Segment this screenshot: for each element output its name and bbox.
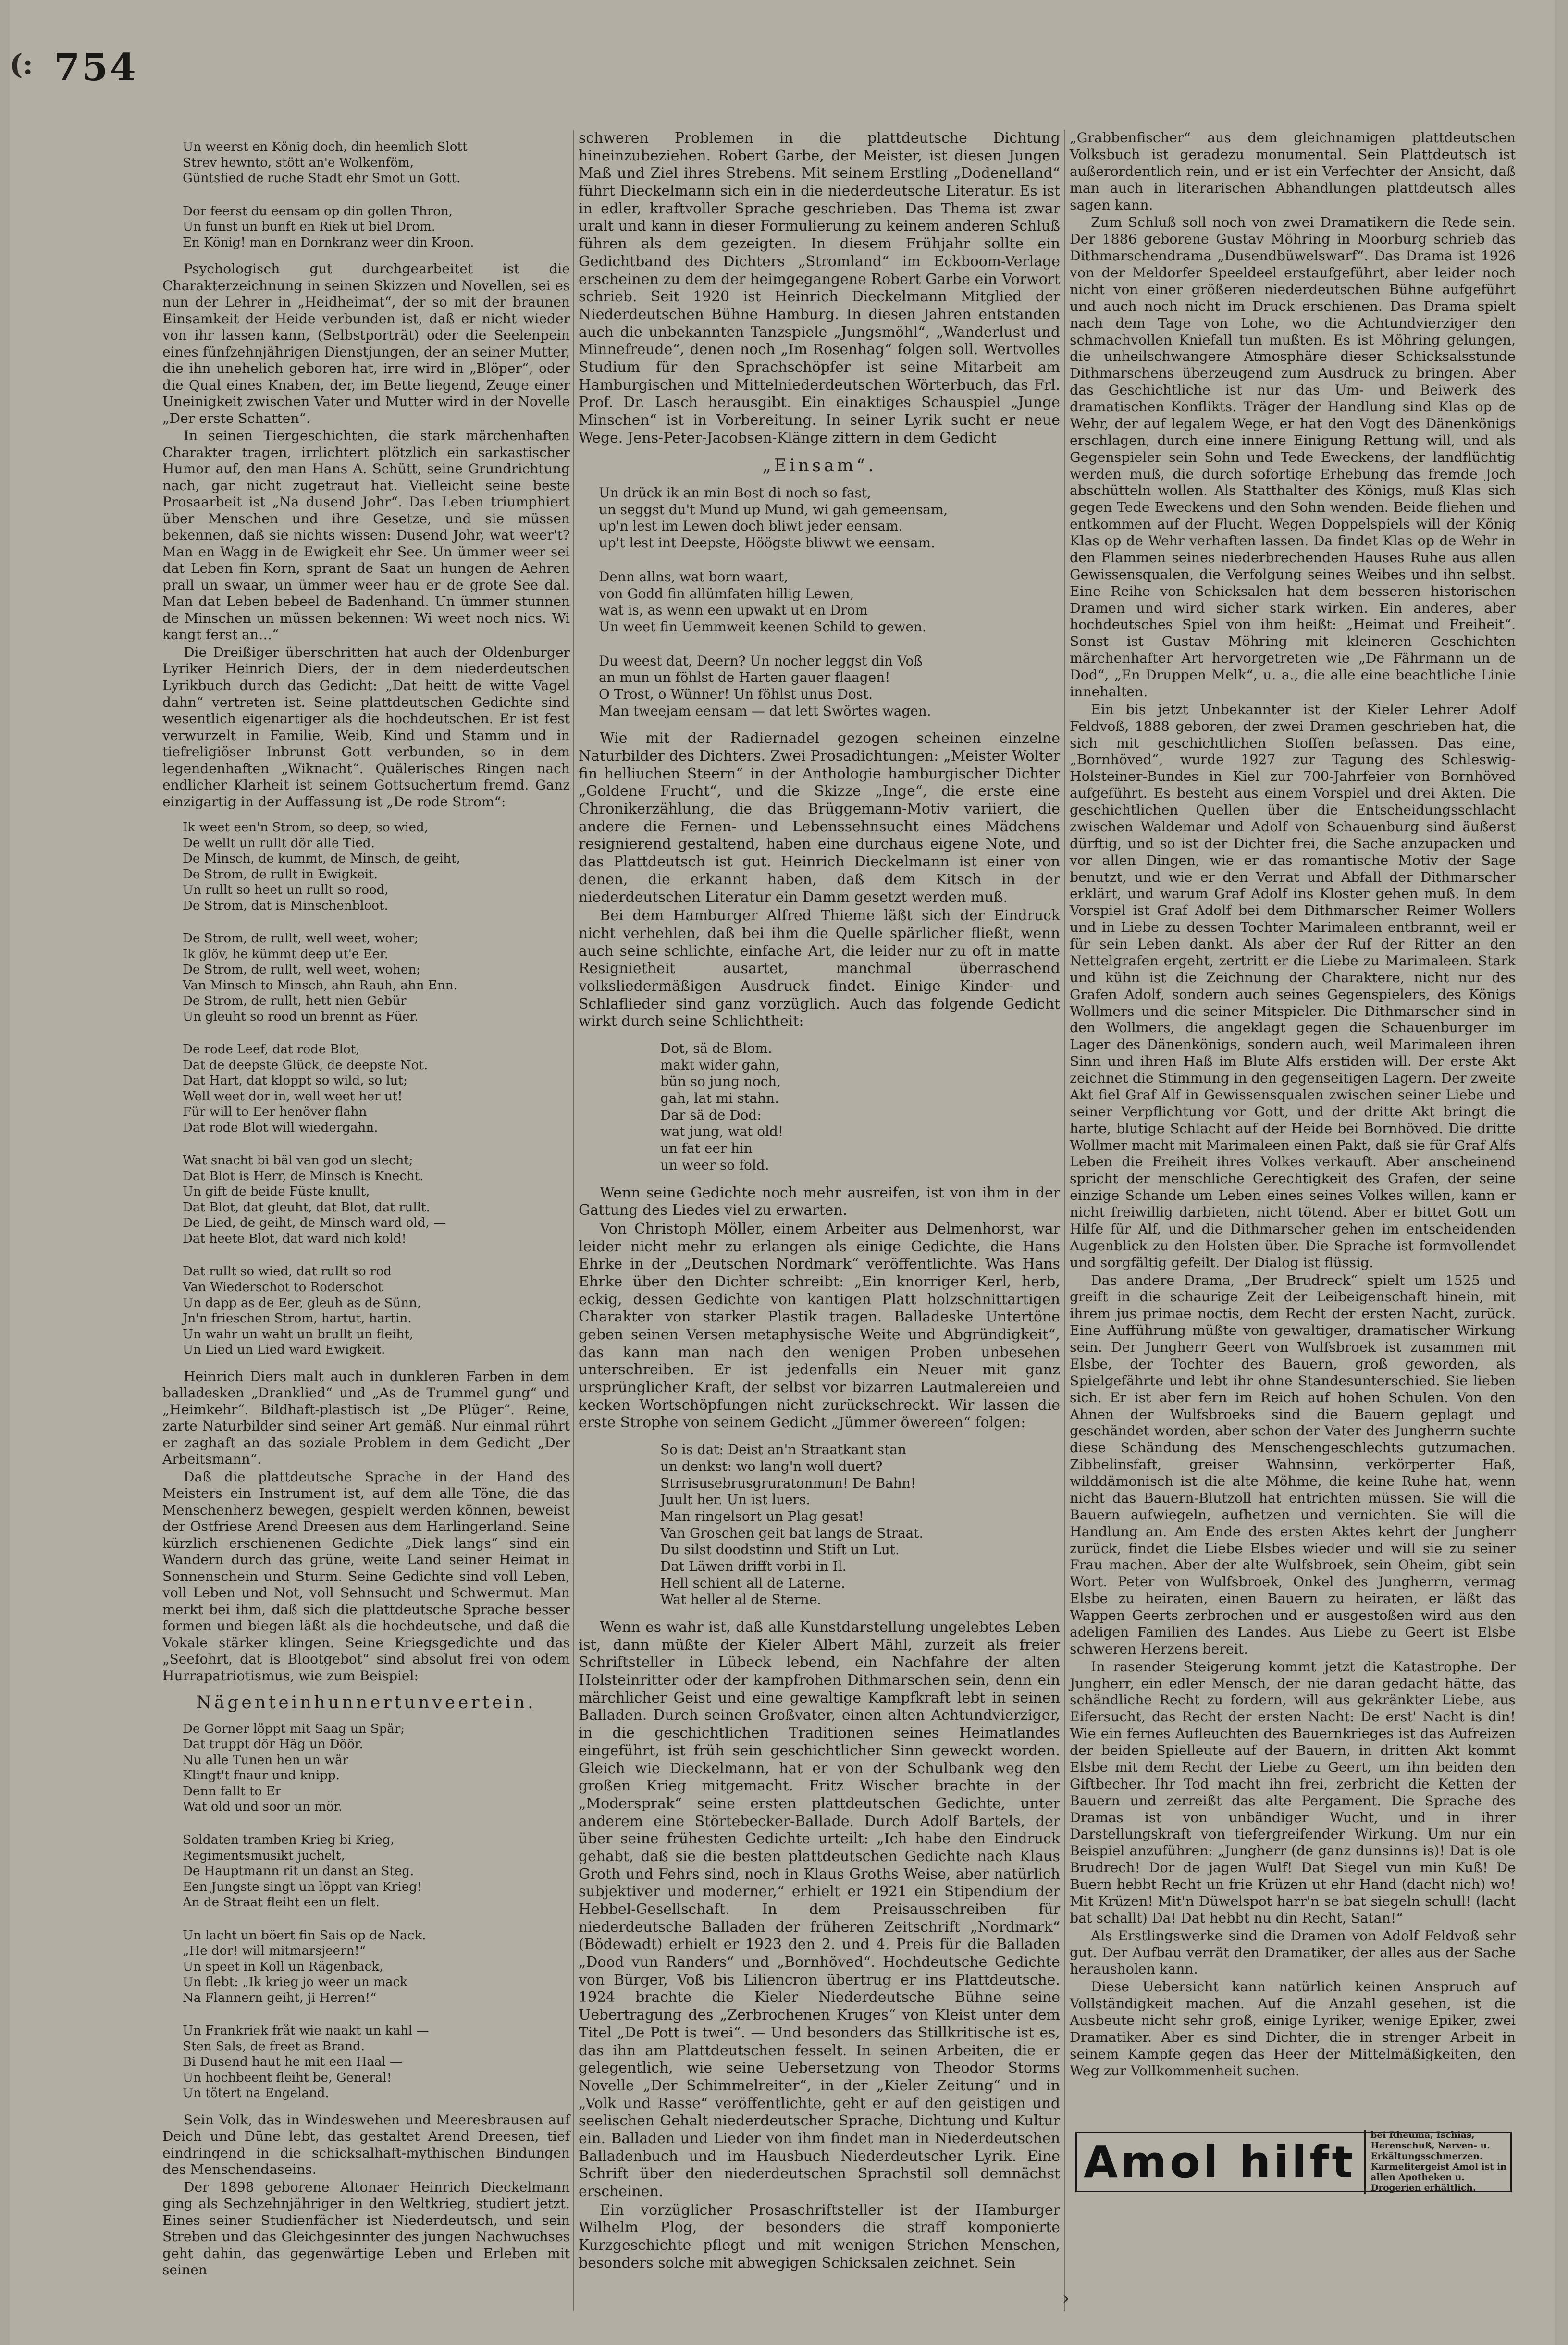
poem (183, 1721, 570, 2101)
paragraph: Heinrich Diers malt auch in dunkleren Farben in dem balladesken „Dranklied“ und „As de Trummel gung“ und „Heimkehr“. Bildhaft-plastisch ist „De Plüger“. Reine, zarte Naturbilder sind seiner Art gemäß. Nur einmal rührt er zaghaft an das soziale Problem in dem Gedicht „Der Arbeitsmann“. (162, 1368, 570, 1468)
paragraph: Diese Uebersicht kann natürlich keinen Anspruch auf Vollständigkeit machen. Auf die Anzahl gesehen, ist die Ausbeute nicht sehr groß, einige Lyriker, wenige Epiker, zwei Dramatiker. Aber es sind Dichter, die in strenger Arbeit in seinem Kampfe gegen das Heer der Mittelmäßigkeiten, den Weg zur Vollkommenheit suchen. (1070, 1979, 1516, 2079)
paragraph: Psychologisch gut durchgearbeitet ist die Charakterzeichnung in seinen Skizzen und Novellen, sei es nun der Lehrer in „Heidheimat“, der so mit der braunen Einsamkeit der Heide verbunden ist, daß er nicht wieder von ihr lassen kann, (Selbstporträt) oder die Seelenpein eines fünfzehnjährigen Dienstjungen, der an seiner Mutter, die ihn unehelich geboren hat, irre wird in „Blöper“, oder die Qual eines Knaben, der, im Bette liegend, Zeuge einer Uneinigkeit zwischen Vater und Mutter wird in der Novelle „Der erste Schatten“. (162, 261, 570, 426)
poem-stanza: Du weest dat, Deern? Un nocher leggst din Voß an mun un föhlst de Harten gauer flaagen! O Trost, o Wünner! Un föhlst unus Dost. Man tweejam eensam — dat lett Swörtes wagen. (599, 653, 931, 719)
poem (183, 139, 570, 250)
newspaper-page (10, 0, 1555, 2345)
poem (599, 485, 1060, 719)
poem-stanza: Un weerst en König doch, din heemlich Slott Strev hewnto, stött an'e Wolkenföm, Güntsfied de ruche Stadt ehr Smot un Gott. (183, 140, 468, 186)
poem-title: „Einsam“. (762, 456, 877, 476)
footer-mark: › (1062, 2287, 1070, 2309)
poem (183, 820, 570, 1358)
poem-stanza: Denn allns, wat born waart, von Godd fin allümfaten hillig Lewen, wat is, as wenn een upwakt ut en Drom Un weet fin Uemmweit keenen Schild to gewen. (599, 568, 926, 635)
paragraph: Wie mit der Radiernadel gezogen scheinen einzelne Naturbilder des Dichters. Zwei Prosadichtungen: „Meister Wolter fin helliuchen Steern“ in der Anthologie hamburgischer Dichter „Goldene Frucht“, und die Skizze „Inge“, die erste eine Chronikerzählung, die das Brüggemann-Motiv variiert, die andere die Fernen- und Lebenssehnsucht eines Mädchens resignierend gestaltend, haben eine durchaus eigene Note, und das Plattdeutsch ist gut. Heinrich Dieckelmann ist einer von denen, die erkannt haben, daß dem Kitsch in der niederdeutschen Literatur ein Damm gesetzt werden muß. (579, 730, 1060, 906)
column-rule (1064, 130, 1065, 2311)
paragraph: Als Erstlingswerke sind die Dramen von Adolf Feldvoß sehr gut. Der Aufbau verrät den Dramatiker, der alles aus der Sache herausholen kann. (1070, 1927, 1516, 1977)
poem (660, 1442, 1060, 1608)
paragraph: Wenn seine Gedichte noch mehr ausreifen, ist von ihm in der Gattung des Liedes viel zu erwarten. (579, 1184, 1060, 1219)
poem-stanza: De Gorner löppt mit Saag un Spär; Dat truppt dör Häg un Döör. Nu alle Tunen hen un wär Klingt't fnaur und knipp. Denn fallt to Er Wat old und soor un mör. (183, 1721, 405, 1814)
paragraph: Die Dreißiger überschritten hat auch der Oldenburger Lyriker Heinrich Diers, der in dem niederdeutschen Lyrikbuch durch das Gedicht: „Dat heitt de witte Vagel dahn“ vertreten ist. Seine plattdeutschen Gedichte sind wesentlich eigenartiger als die hochdeutschen. Er ist fest verwurzelt in Familie, Weib, Kind und Stamm und in tiefreligiöser Inbrunst Gott verbunden, so in dem legendenhaften „Wiknacht“. Quälerisches Ringen nach endlicher Klarheit ist seinem Gottsuchertum fremd. Ganz einzigartig in der Auffassung ist „De rode Strom“: (162, 644, 570, 810)
poem-stanza: Un lacht un böert fin Sais op de Nack. „He dor! will mitmarsjeern!“ Un speet in Koll un Rägenback, Un flebt: „Ik krieg jo weer un mack Na Flannern geiht, ji Herren!“ (183, 1928, 426, 2005)
paragraph: Daß die plattdeutsche Sprache in der Hand des Meisters ein Instrument ist, auf dem alle Töne, die das Menschenherz bewegen, gespielt werden können, beweist der Ostfriese Arend Dreesen aus dem Harlingerland. Seine kürzlich erschienenen Gedichte „Diek langs“ sind ein Wandern durch das grüne, weite Land seiner Heimat in Sonnenschein und Sturm. Seine Gedichte sind voll Leben, voll Leben und Not, voll Sehnsucht und Schwermut. Man merkt bei ihm, daß sich die plattdeutsche Sprache besser formen und biegen läßt als die hochdeutsche, und daß die Vokale stärker klingen. Seine Kriegsgedichte und das „Seefohrt, dat is Blootgebot“ sind absolut frei von odem Hurrapatriotismus, wie zum Beispiel: (162, 1469, 570, 1684)
paragraph: Bei dem Hamburger Alfred Thieme läßt sich der Eindruck nicht verhehlen, daß bei ihm die Quelle spärlicher fließt, wenn auch seine schlichte, einfache Art, die leider nur zu oft in matte Resignietheit ausartet, manchmal überraschend volksliedermäßigen Ausdruck findet. Einige Kinder- und Schlaflieder sind ganz vorzüglich. Auch das folgende Gedicht wirkt durch seine Schlichtheit: (579, 907, 1060, 1030)
poem-stanza: De Strom, de rullt, well weet, woher; Ik glöv, he kümmt deep ut'e Eer. De Strom, de rullt, well weet, wohen; Van Minsch to Minsch, ahn Rauh, ahn Enn. De Strom, de rullt, hett nien Gebür Un gleuht so rood un brennt as Füer. (183, 931, 457, 1024)
paragraph: Sein Volk, das in Windeswehen und Meeresbrausen auf Deich und Düne lebt, das gestaltet Arend Dreesen, tief eindringend in die schicksalhaft-mythischen Bindungen des Menschendaseins. (162, 2111, 570, 2178)
ad-text: bei Rheuma, Ischias, Herenschuß, Nerven- u. Erkältungsschmerzen. Karmelitergeist Amol ist in allen Apotheken u. Drogerien erhältlich. (1364, 2130, 1510, 2194)
amol-advertisement (1075, 2132, 1512, 2192)
column-rule (573, 130, 574, 2311)
poem-stanza: So is dat: Deist an'n Straatkant stan un denkst: wo lang'n woll duert? Strrisusebrusgruratonmun! De Bahn! Juult her. Un ist luers. Man ringelsort un Plag gesat! Van Groschen geit bat langs de Straat. Du silst doodstinn und Stift un Lut. Dat Läwen drifft vorbi in Il. Hell schient all de Laterne. Wat heller al de Sterne. (660, 1442, 924, 1608)
paragraph: In seinen Tiergeschichten, die stark märchenhaften Charakter tragen, irrlichtert plötzlich ein sarkastischer Humor auf, den man Hans A. Schütt, seine Grundrichtung nach, gar nicht zugetraut hat. Vielleicht seine beste Prosaarbeit ist „Na dusend Johr“. Das Leben triumphiert über Menschen und ihre Gesetze, und sie müssen bekennen, daß sie nichts wissen: Dusend Johr, wat weer't? Man en Wagg in de Ewigkeit ehr See. Un ümmer weer sei dat Leben fin Korn, sprant de Saat un hungen de Aehren prall un swaar, un ümmer weer hau er de grote See dal. Man dat Leben bebeel de Badenhand. Un ümmer stunnen de Minschen un müssen bekennen: Wi weet noch nics. Wi kangt ferst an…“ (162, 428, 570, 643)
poem-stanza: Dot, sä de Blom. makt wider gahn, bün so jung noch, gah, lat mi stahn. Dar sä de Dod: wat jung, wat old! un fat eer hin un weer so fold. (660, 1040, 784, 1173)
paragraph: „Grabbenfischer“ aus dem gleichnamigen plattdeutschen Volksbuch ist geradezu monumental. Sein Plattdeutsch ist außerordentlich rein, und er ist ein Verfechter der Ansicht, daß man auch in literarischen Abhandlungen plattdeutsch alles sagen kann. (1070, 130, 1516, 213)
poem-stanza: Soldaten tramben Krieg bi Krieg, Regimentsmusikt juchelt, De Hauptmann rit un danst an Steg. Een Jungste singt un löppt van Krieg! An de Straat fleiht een un flelt. (183, 1832, 422, 1910)
edge-mark: (: (10, 48, 33, 81)
poem-stanza: Ik weet een'n Strom, so deep, so wied, De wellt un rullt dör alle Tied. De Minsch, de kummt, de Minsch, de geiht, De Strom, de rullt in Ewigkeit. Un rullt so heet un rullt so rood, De Strom, dat is Minschenbloot. (183, 820, 460, 913)
paragraph: Ein bis jetzt Unbekannter ist der Kieler Lehrer Adolf Feldvoß, 1888 geboren, der zwei Dramen geschrieben hat, die sich mit geschichtlichen Stoffen befassen. Das eine, „Bornhöved“, wurde 1927 zur Tagung des Schleswig-Holsteiner-Bundes in Kiel zur 700-Jahrfeier von Bornhöved aufgeführt. Es besteht aus einem Vorspiel und drei Akten. Die geschichtlichen Quellen über die Entscheidungsschlacht zwischen Waldemar und Adolf von Schauenburg sind äußerst dürftig, und so ist der Dichter frei, die Sache anzupacken und vor allen Dingen, wie er das romantische Motiv der Sage benutzt, und wie er den Verrat und Abfall der Dithmarscher erklärt, und warum Graf Adolf ins Kloster gehen muß. In dem Vorspiel ist Graf Adolf bei dem Dithmarscher Reimer Wollers und in Liebe zu dessen Tochter Marimaleen entbrannt, weil er für sein Leben dankt. Als aber der Ruf der Ritter an den Nettelgrafen ergeht, zertritt er die Liebe zu Marimaleen. Stark und kühn ist die Zeichnung der Charaktere, nicht nur des Grafen Adolf, sondern auch seines Gegenspielers, des Königs Wollmers und die seiner Mitspieler. Die Dithmarscher sind in den Wollmers, die angeklagt gegen die Schauenburger im Lager des Dänenkönigs, sondern auch, weil Marimaleen ihren Sinn und ihren Haß im Blute Alfs erstiden will. Der erste Akt zeichnet die Stimmung in den gegenseitigen Lagern. Der zweite Akt fiel Graf Alf in Gewissensqualen zwischen seiner Liebe und seiner Verpflichtung vor Gott, und der dritte Akt bringt die harte, blutige Schlacht auf der Heide bei Bornhöved. Die dritte Wollmer macht mit Marimaleen einen Pakt, daß sie für Graf Alfs Leben die Freiheit ihres Volkes verkauft. Aber anscheinend spricht der menschliche Gerechtigkeit des Grafen, der seine einzige Schande um Leben eines seines Volkes willen, kann er nicht freiwillig darbieten, nicht tötend. Aber er bittet Gott um Hilfe für Alf, und die Dithmarscher gehen im entscheidenden Augenblick zu den Holsten über. Die Sprache ist formvollendet und sorgfältig gefeilt. Der Dialog ist flüssig. (1070, 701, 1516, 1271)
poem-stanza: Un Frankriek fråt wie naakt un kahl — Sten Sals, de freet as Brand. Bi Dusend haut he mit een Haal — Un hochbeent fleiht be, General! Un tötert na Engeland. (183, 2024, 429, 2101)
article-column-3 (1070, 130, 1516, 2081)
poem-stanza: Dat rullt so wied, dat rullt so rod Van Wiederschot to Roderschot Un dapp as de Eer, gleuh as de Sünn, Jn'n frieschen Strom, hartut, hartin. Un wahr un waht un brullt un fleiht, Un Lied un Lied ward Ewigkeit. (183, 1264, 421, 1358)
paragraph: Das andere Drama, „Der Brudreck“ spielt um 1525 und greift in die schaurige Zeit der Leibeigenschaft hinein, mit ihrem jus primae noctis, dem Recht der ersten Nacht, zurück. Eine Aufführung müßte von gewaltiger, dramatischer Wirkung sein. Der Jungherr Geert von Wulfsbroek ist zusammen mit Elsbe, der Tochter des Bauern, groß geworden, als Spielgefährte und lebt ihr ohne Standesunterschied. Sie lieben sich. Er ist aber fern im Reich auf hohen Schulen. Von den Ahnen der Wulfsbroeks sind die Bauern geplagt und geschändet worden, aber schon der Vater des Jungherrn suchte diese Schändung des Menschengeschlechts gutzumachen. Zibbelinsfaft, greiser Wahnsinn, verkörperter Haß, wilddämonisch ist die alte Möhme, die keine Ruhe hat, wenn nicht das Bauern-Blutzoll hat entrichten müssen. Sie will die Bauern aufwiegeln, aufhetzen und vernichten. Sie will die Handlung an. Am Ende des ersten Aktes kehrt der Jungherr zurück, findet die Liebe Elsbes wieder und will sie zu seiner Frau machen. Aber der alte Wulfsbroek, sein Oheim, gibt sein Wort. Peter von Wulfsbroek, Onkel des Jungherrn, vermag Elsbe zu heiraten, einen Bauern zu heiraten, er läßt das Wappen Geerts zerbrochen und er ausgestoßen wird aus den adeligen Familien des Landes. Aus Liebe zu Geert ist Elsbe schweren Herzens bereit. (1070, 1272, 1516, 1657)
poem-stanza: Un drück ik an min Bost di noch so fast, un seggst du't Mund up Mund, wi gah gemeensam, up'n lest im Lewen doch bliwt jeder eensam. up't lest int Deepste, Höögste bliwwt we eensam. (599, 485, 948, 551)
poem-stanza: Dor feerst du eensam op din gollen Thron, Un funst un bunft en Riek ut biel Drom. En König! man en Dornkranz weer din Kroon. (183, 204, 474, 250)
article-column-1 (162, 130, 570, 2280)
poem-stanza: De rode Leef, dat rode Blot, Dat de deepste Glück, de deepste Not. Dat Hart, dat kloppt so wild, so lut; Well weet dor in, well weet her ut! Für will to Eer henöver flahn Dat rode Blot will wiedergahn. (183, 1042, 428, 1135)
poem (660, 1040, 1060, 1174)
poem-stanza: Wat snacht bi bäl van god un slecht; Dat Blot is Herr, de Minsch is Knecht. Un gift de beide Füste knullt, Dat Blot, dat gleuht, dat Blot, dat rullt. De Lied, de geiht, de Minsch ward old, — Dat heete Blot, dat ward nich kold! (183, 1153, 446, 1246)
paragraph: In rasender Steigerung kommt jetzt die Katastrophe. Der Jungherr, ein edler Mensch, der nie daran gedacht hätte, das schändliche Recht zu fordern, will aus gekränkter Liebe, aus Eifersucht, das Recht der ersten Nacht: De erst' Nacht is din! Wie ein fernes Aufleuchten des Bauernkrieges ist das Aufreizen der beiden Spielleute auf der Bauern, in dritten Akt kommt Elsbe mit dem Recht der Liebe zu Geert, um ihn beiden den Giftbecher. Ihr Tod macht ihn frei, zerbricht die Ketten der Bauern und zerreißt das alte Pergament. Die Sprache des Dramas ist von unbändiger Wucht, und in ihrer Darstellungskraft von tiefergreifender Wirkung. Um nur ein Beispiel anzuführen: „Jungherr (de ganz dunsinns is)! Dat is ole Brudrech! Dor de jagen Wulf! Dat Siegel vun min Kuß! De Buern hebbt Recht un frie Krüzen ut ehr Hand (dacht nich) wo! Mit Krüzen! Mit'n Düwelspot harr'n se bat siegeln schull! (lacht bat schallt) Da! Dat hebbt nu din Recht, Satan!“ (1070, 1658, 1516, 1926)
article-column-2 (579, 130, 1060, 2273)
paragraph: Zum Schluß soll noch von zwei Dramatikern die Rede sein. Der 1886 geborene Gustav Möhring in Moorburg schrieb das Dithmarschendrama „Dusendbüwelswarf“. Das Drama ist 1926 von der Meldorfer Speeldeel erstaufgeführt, aber leider noch nicht von einer größeren niederdeutschen Bühne aufgeführt und auch noch nicht im Druck erschienen. Das Drama spielt nach dem Tage von Lohe, wo die Achtundvierziger den schmachvollen Kniefall tun mußten. Es ist Möhring gelungen, die unheilschwangere Atmosphäre dieser Schicksalsstunde Dithmarschens überzeugend zum Ausdruck zu bringen. Aber das Geschichtliche ist nur das Um- und Beiwerk des dramatischen Konflikts. Träger der Handlung sind Klas op de Wehr, der auf legalem Wege, er hat den Vogt des Dänenkönigs erschlagen, durch eine innere Einigung Rettung will, und als Gegenspieler sein Sohn und Tede Eweckens, der landflüchtig werden muß, die durch sofortige Erhebung das fremde Joch abschütteln wollen. Als Statthalter des Königs, muß Klas sich gegen Tede Eweckens und den Sohn wenden. Beide fliehen und entkommen auf der Flucht. Wegen Doppelspiels will der König Klas op de Wehr verhaften lassen. Da findet Klas op de Wehr in den Flammen seines niederbrechenden Hauses Ruhe aus allen Gewissensqualen, die Verfolgung seines Weibes und ihn selbst. Eine Reihe von Schicksalen hat dem besseren historischen Dramen und wird sicher stark wirken. Ein anderes, aber hochdeutsches Spiel von ihm heißt: „Heimat und Freiheit“. Sonst ist Gustav Möhring mit kleineren Geschichten märchenhafter Art hervorgetreten wie „De Fährmann un de Dod“, „En Druppen Melk“, u. a., die alle eine beachtliche Linie innehalten. (1070, 214, 1516, 700)
paragraph: schweren Problemen in die plattdeutsche Dichtung hineinzubeziehen. Robert Garbe, der Meister, ist diesen Jungen Maß und Ziel ihres Strebens. Mit seinem Erstling „Dodenelland“ führt Dieckelmann sich ein in die niederdeutsche Literatur. Es ist in edler, kraftvoller Sprache geschrieben. Das Thema ist zwar uralt und kann in dieser Formulierung zu keinem anderen Schluß führen als dem gezeigten. In diesem Frühjahr sollte ein Gedichtband des Dichters „Stromland“ im Eckboom-Verlage erscheinen zu dem der heimgegangene Robert Garbe ein Vorwort schrieb. Seit 1920 ist Heinrich Dieckelmann Mitglied der Niederdeutschen Bühne Hamburg. In diesen Jahren entstanden auch die unbekannten Tanzspiele „Jungsmöhl“, „Wanderlust und Minnefreude“, denen noch „Im Rosenhag“ folgen soll. Wertvolles Studium für den Sprachschöpfer ist seine Mitarbeit am Hamburgischen und Mittelniederdeutschen Wörterbuch, das Frl. Prof. Dr. Lasch herausgibt. Ein einaktiges Schauspiel „Junge Minschen“ ist in Vorbereitung. In seiner Lyrik sucht er neue Wege. Jens-Peter-Jacobsen-Klänge zittern in dem Gedicht (579, 130, 1060, 446)
paragraph: Von Christoph Möller, einem Arbeiter aus Delmenhorst, war leider nicht mehr zu erlangen als einige Gedichte, die Hans Ehrke in der „Deutschen Nordmark“ veröffentlichte. Was Hans Ehrke über den Dichter schreibt: „Ein knorriger Kerl, herb, eckig, dessen Gedichte von kantigen Platt holzschnittartigen Charakter von starker Plastik tragen. Balladeske Untertöne geben seinen Versen metaphysische Weite und Abgründigkeit“, das kann man nach den wenigen Proben unbesehen unterschreiben. Er ist jedenfalls ein Neuer mit ganz ursprünglicher Kraft, der selbst vor bizarren Lautmalereien und kecken Wortschöpfungen nicht zurückschreckt. Wir lassen die erste Strophe von seinem Gedicht „Jümmer öwereen“ folgen: (579, 1220, 1060, 1432)
ad-brand: Amol hilft (1084, 2136, 1356, 2188)
paragraph: Wenn es wahr ist, daß alle Kunstdarstellung ungelebtes Leben ist, dann müßte der Kieler Albert Mähl, zurzeit als freier Schriftsteller in Lübeck lebend, ein Nachfahre der alten Holsteinritter oder der kampfrohen Dithmarschen sein, denn ein märchlicher Geist und eine gewaltige Kampfkraft lebt in seinen Balladen. Durch seinen Großvater, einen alten Achtundvierziger, in die geschichtlichen Traditionen seines Heimatlandes eingeführt, ist früh sein geschichtlicher Sinn geweckt worden. Gleich wie Dieckelmann, hat er von der Schulbank weg den großen Krieg mitgemacht. Fritz Wischer brachte in der „Modersprak“ seine ersten plattdeutschen Gedichte, unter anderem eine Störtebecker-Ballade. Durch Adolf Bartels, der über seine frühesten Gedichte urteilt: „Ich habe den Eindruck gehabt, daß sie die besten plattdeutschen Gedichte nach Klaus Groth und Fehrs sind, noch in Klaus Groths Weise, aber natürlich subjektiver und moderner,“ erhielt er 1921 ein Stipendium der Hebbel-Gesellschaft. In dem Preisausschreiben für niederdeutsche Balladen der früheren Zeitschrift „Nordmark“ (Bödewadt) erhielt er 1923 den 2. und 4. Preis für die Balladen „Dood vun Randers“ und „Bornhöved“. Hochdeutsche Gedichte von Bürger, Voß bis Liliencron übertrug er ins Plattdeutsche. 1924 brachte die Kieler Niederdeutsche Bühne seine Uebertragung des „Zerbrochenen Kruges“ von Kleist unter dem Titel „De Pott is twei“. — Und besonders das Stillkritische ist es, das ihn am Plattdeutschen fesselt. In seinen Arbeiten, die er gelegentlich, wie seine Uebersetzung von Theodor Storms Novelle „Der Schimmelreiter“, in der „Kieler Zeitung“ und in „Volk und Rasse“ veröffentlichte, geht er auf den geistigen und seelischen Gehalt niederdeutscher Sprache, Dichtung und Kultur ein. Balladen und Lieder von ihm findet man in Niederdeutschen Balladenbuch und im Hausbuch Niederdeutscher Lyrik. Eine Schrift über den niederdeutschen Sprachstil soll demnächst erscheinen. (579, 1619, 1060, 2200)
paragraph: Der 1898 geborene Altonaer Heinrich Dieckelmann ging als Sechzehnjähriger in den Weltkrieg, studiert jetzt. Eines seiner Studienfächer ist Niederdeutsch, und sein Streben und das Gleichgesinnter des jungen Nachwuchses geht dahin, das gegenwärtige Leben und Erleben mit seinen (162, 2179, 570, 2278)
paragraph: Ein vorzüglicher Prosaschriftsteller ist der Hamburger Wilhelm Plog, der besonders die straff komponierte Kurzgeschichte pflegt und mit wenigen Strichen Menschen, besonders solche mit abwegigen Schicksalen zeichnet. Sein (579, 2201, 1060, 2271)
page-number: 754 (54, 46, 138, 89)
poem-title: Nägenteinhunnertunveertein. (196, 1693, 536, 1713)
